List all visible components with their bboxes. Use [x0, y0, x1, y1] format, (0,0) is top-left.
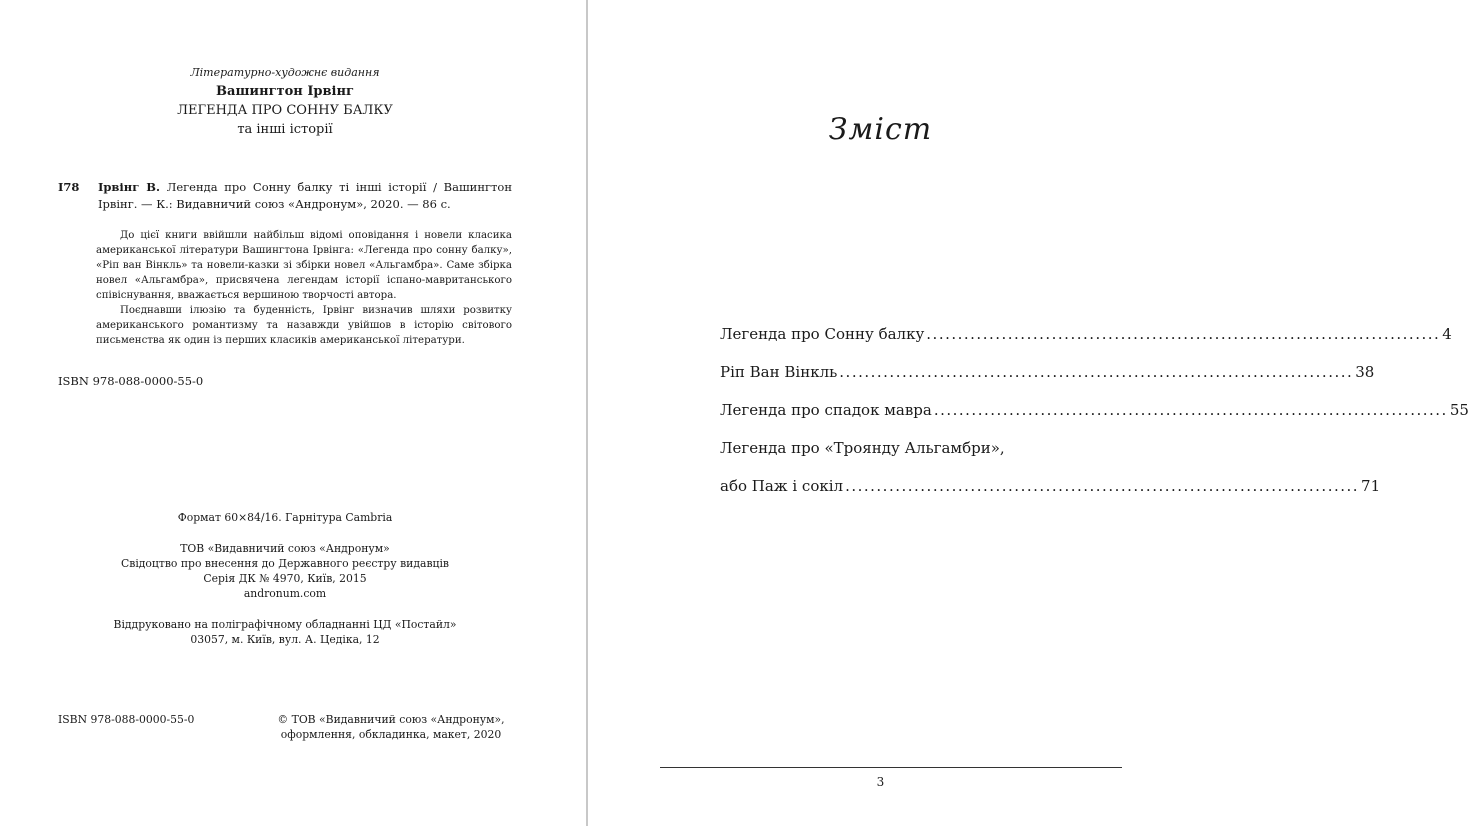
toc-leader-dots: .................................................................................. [845, 477, 1360, 495]
copyright-block [270, 712, 512, 742]
footer-rule [660, 767, 1122, 768]
toc-leader-dots: .................................................................................. [933, 401, 1448, 419]
toc-entry-title: або Паж і сокіл [720, 477, 844, 495]
toc-entry[interactable] [720, 472, 1381, 510]
isbn-footer: ISBN 978-088-0000-55-0 [58, 713, 195, 726]
toc-leader-dots: .................................................................................. [839, 363, 1354, 381]
author-name: Вашингтон Ірвінг [216, 84, 354, 99]
annotation [96, 228, 512, 348]
catalog-entry [58, 179, 512, 213]
toc-entry[interactable] [720, 358, 1375, 396]
publisher-line: ТОВ «Видавничий союз «Андронум» [180, 542, 390, 555]
series-line: Серія ДК № 4970, Київ, 2015 [203, 572, 367, 585]
toc-entry-page: 38 [1355, 363, 1375, 381]
page-number: 3 [876, 775, 885, 789]
format-line: Формат 60×84/16. Гарнітура Cambria [177, 511, 393, 524]
annotation-paragraph: Поєднавши ілюзію та буденність, Ірвінг визначив шляхи розвитку американського романтизму та назавжди увійшов в історію світового письменства як один із перших класиків американської літератури. [96, 305, 512, 346]
contents-heading: Зміст [828, 112, 933, 147]
toc-entry-title: Ріп Ван Вінкль [720, 363, 838, 381]
title-block [58, 66, 512, 139]
copyright-line: оформлення, обкладинка, макет, 2020 [280, 728, 502, 741]
printer-address: 03057, м. Київ, вул. А. Цедіка, 12 [190, 633, 380, 646]
book-subtitle: та інші історії [237, 122, 333, 137]
book-title: ЛЕГЕНДА ПРО СОННУ БАЛКУ [177, 103, 393, 118]
toc-entry-page: 4 [1442, 325, 1452, 343]
left-page [0, 0, 586, 826]
edition-type: Літературно-художнє видання [190, 66, 380, 79]
toc-entry-page: 71 [1361, 477, 1381, 495]
catalog-code: І78 [58, 180, 80, 194]
toc-entry[interactable] [720, 434, 1038, 472]
toc-entry[interactable] [720, 320, 1452, 358]
table-of-contents [720, 320, 1469, 510]
imprint-block [58, 510, 512, 647]
right-page [588, 0, 1469, 826]
isbn-upper: ISBN 978-088-0000-55-0 [58, 374, 204, 388]
toc-entry-page: 55 [1449, 401, 1469, 419]
printer-line: Віддруковано на поліграфічному обладнанні ЦД «Постайл» [113, 618, 457, 631]
annotation-paragraph: До цієї книги ввійшли найбільш відомі оповідання і новели класика американської літератури Вашингтона Ірвінга: «Легенда про сонну балку», «Ріп ван Вінкль» та новели-казки зі збірки новел «Альгамбра». Саме збірка новел «Альгамбра», присвячена легендам історії іспано-мавританського співіснування, вважається вершиною творчості автора. [96, 230, 512, 301]
toc-leader-dots: .................................................................................. [926, 325, 1441, 343]
toc-entry-title: Легенда про Сонну балку [720, 325, 925, 343]
website-line: andronum.com [243, 587, 327, 600]
toc-entry-title: Легенда про спадок мавра [720, 401, 932, 419]
certificate-line: Свідоцтво про внесення до Державного реєстру видавців [120, 557, 449, 570]
toc-entry[interactable] [720, 396, 1469, 434]
copyright-line: © ТОВ «Видавничий союз «Андронум», [277, 713, 505, 726]
catalog-text [98, 179, 512, 213]
catalog-author: Ірвінг В. [98, 180, 161, 194]
toc-entry-title: Легенда про «Троянду Альгамбри», [720, 439, 1005, 457]
catalog-description: Легенда про Сонну балку ті інші історії / Вашингтон Ірвінг. — К.: Видавничий союз «Андронум», 2020. — 86 с. [98, 180, 512, 211]
